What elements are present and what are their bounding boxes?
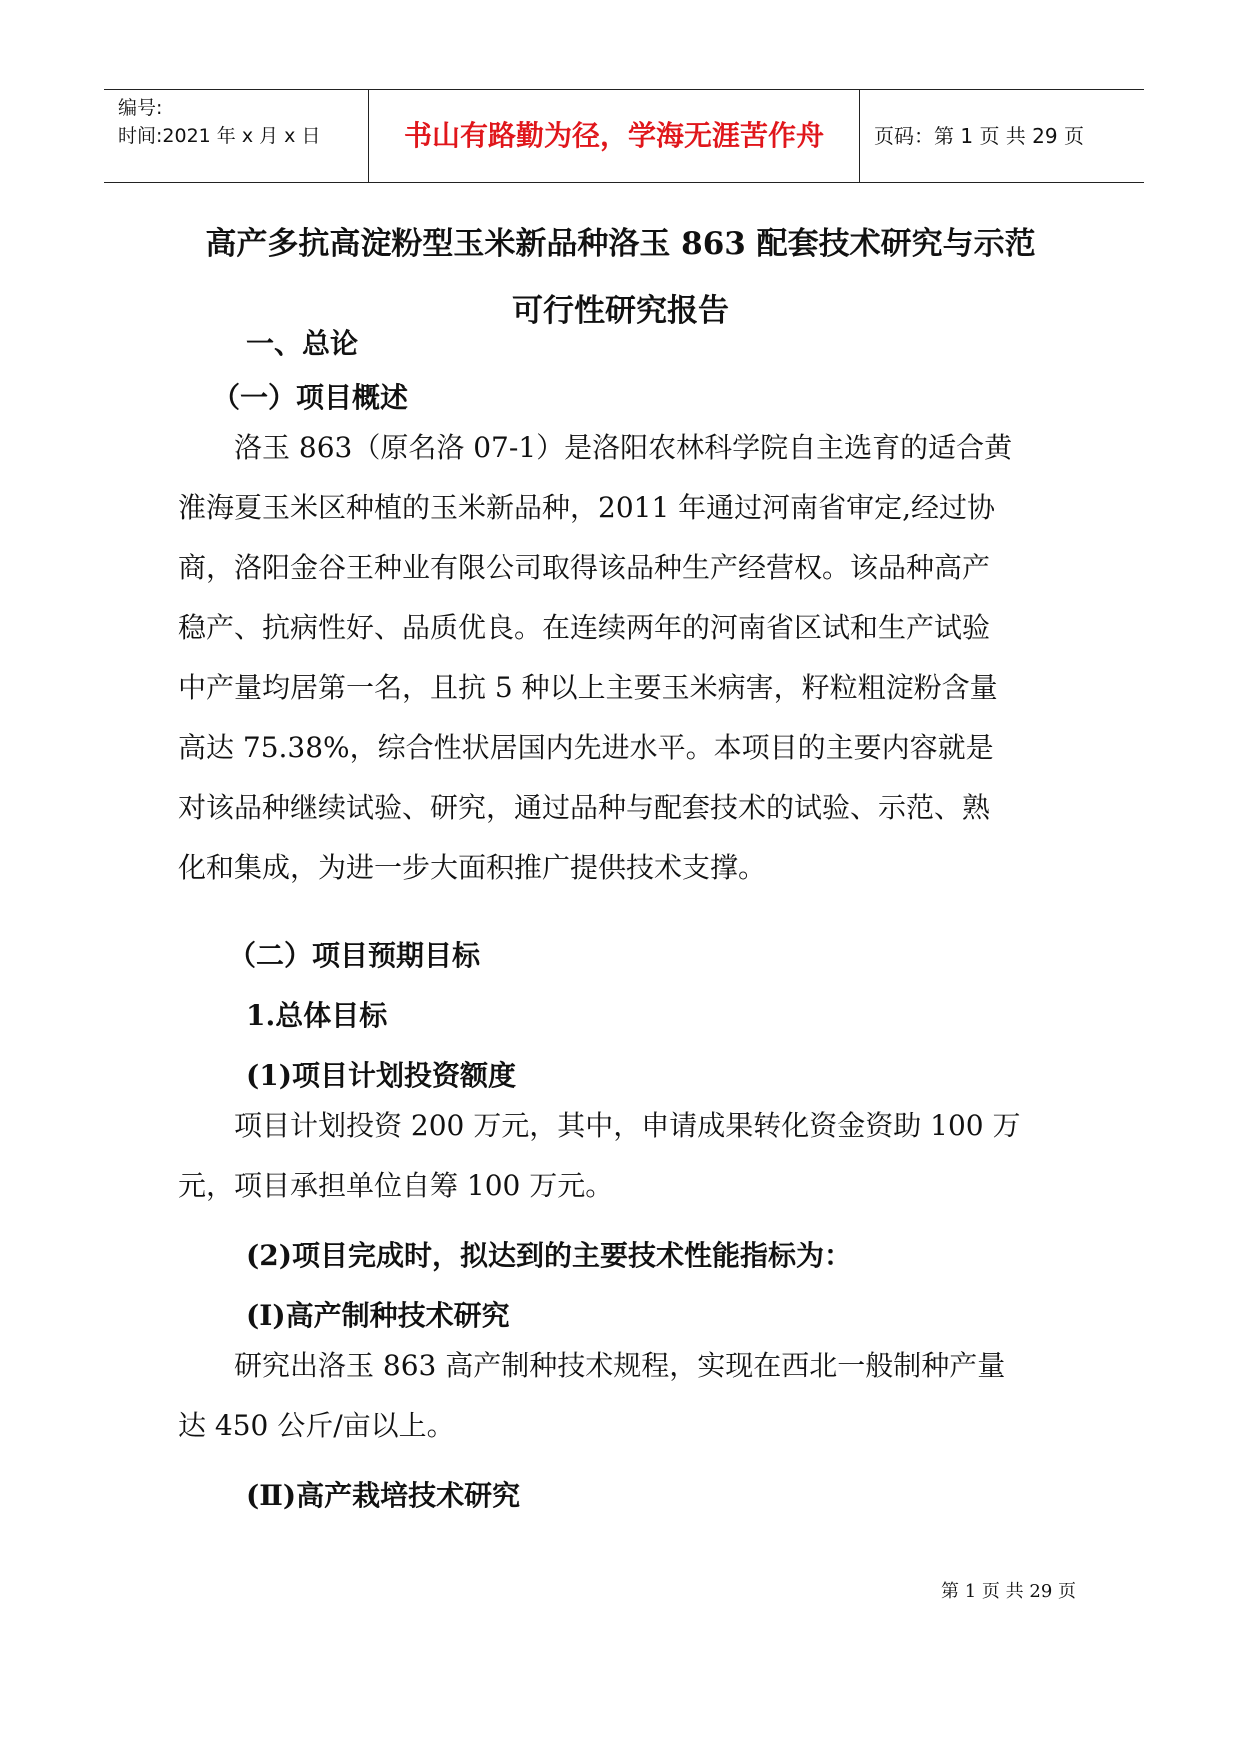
paragraph-line: 高达 75.38%，综合性状居国内先进水平。本项目的主要内容就是 <box>178 731 994 764</box>
goal-heading: 1.总体目标 <box>246 999 388 1032</box>
section-heading: 一、总论 <box>246 327 359 360</box>
paragraph-line: 达 450 公斤/亩以上。 <box>178 1409 455 1442</box>
paragraph-line: 洛玉 863（原名洛 07-1）是洛阳农林科学院自主选育的适合黄 <box>234 431 1013 464</box>
page-header <box>104 89 1144 183</box>
header-divider <box>368 90 369 182</box>
indicators-heading: (2)项目完成时，拟达到的主要技术性能指标为： <box>246 1239 852 1272</box>
header-divider <box>859 90 860 182</box>
seed-heading: (Ⅰ)高产制种技术研究 <box>246 1299 510 1332</box>
paragraph-line: 淮海夏玉米区种植的玉米新品种，2011 年通过河南省审定,经过协 <box>178 491 996 524</box>
subsection-heading: （一）项目概述 <box>212 381 409 414</box>
paragraph-line: 化和集成，为进一步大面积推广提供技术支撑。 <box>178 851 767 884</box>
seed-paragraph <box>178 1336 1083 1456</box>
document-title-line2: 可行性研究报告 <box>512 293 729 329</box>
paragraph-line: 商，洛阳金谷王种业有限公司取得该品种生产经营权。该品种高产 <box>178 551 991 584</box>
invest-heading: (1)项目计划投资额度 <box>246 1059 516 1092</box>
number-label: 编号: <box>118 97 163 119</box>
paragraph-line: 研究出洛玉 863 高产制种技术规程，实现在西北一般制种产量 <box>234 1349 1006 1382</box>
subsection-heading: （二）项目预期目标 <box>228 939 481 972</box>
paragraph-line: 稳产、抗病性好、品质优良。在连续两年的河南省区试和生产试验 <box>178 611 991 644</box>
time-label: 时间:2021 年 x 月 x 日 <box>118 125 321 147</box>
paragraph-line: 元，项目承担单位自筹 100 万元。 <box>178 1169 614 1202</box>
page-footer: 第 1 页 共 29 页 <box>941 1581 1076 1602</box>
header-meta <box>118 94 368 150</box>
header-page-label: 页码：第 1 页 共 29 页 <box>874 124 1084 148</box>
paragraph-line: 中产量均居第一名，且抗 5 种以上主要玉米病害，籽粒粗淀粉含量 <box>178 671 998 704</box>
header-motto: 书山有路勤为径，学海无涯苦作舟 <box>403 119 824 152</box>
overview-paragraph <box>178 418 1083 898</box>
cult-heading: (Ⅱ)高产栽培技术研究 <box>246 1479 521 1512</box>
invest-paragraph <box>178 1096 1083 1216</box>
paragraph-line: 对该品种继续试验、研究，通过品种与配套技术的试验、示范、熟 <box>178 791 991 824</box>
document-title-line1: 高产多抗高淀粉型玉米新品种洛玉 863 配套技术研究与示范 <box>205 226 1036 262</box>
paragraph-line: 项目计划投资 200 万元，其中，申请成果转化资金资助 100 万 <box>234 1109 1021 1142</box>
